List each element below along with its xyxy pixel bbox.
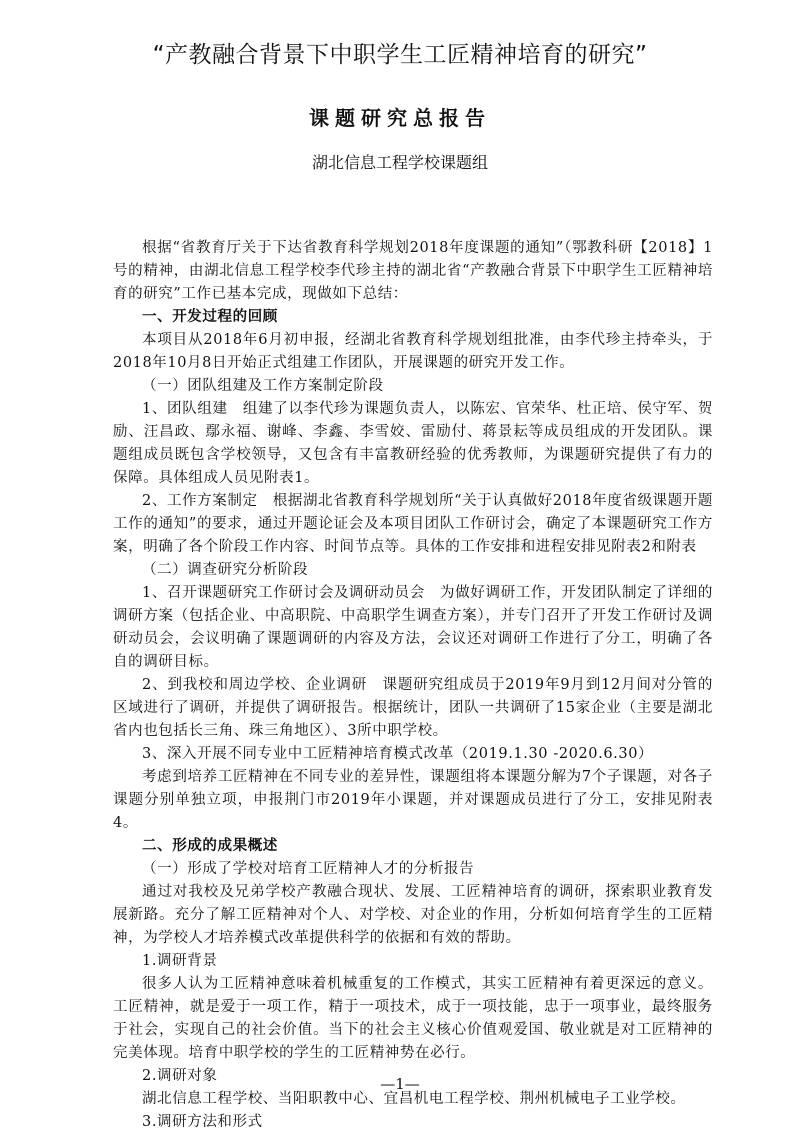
section-heading: 二、形成的成果概述 (142, 838, 278, 854)
body-paragraph: 2、工作方案制定 根据湖北省教育科学规划所“关于认真做好2018年度省级课题开题工作的通知”的要求，通过开题论证会及本项目团队工作研讨会，确定了本课题研究工作方案，明确了各个阶段工作内容、时间节点等。具体的工作安排和进程安排见附表2和附表 (113, 493, 713, 555)
body-paragraph: 本项目从2018年6月初申报，经湖北省教育科学规划组批准，由李代珍主持牵头，于2018年10月8日开始正式组建工作团队，开展课题的研究开发工作。 (113, 332, 713, 371)
body-paragraph: 通过对我校及兄弟学校产教融合现状、发展、工匠精神培育的调研，探索职业教育发展新路。充分了解工匠精神对个人、对学校、对企业的作用，分析如何培育学生的工匠精神，为学校人才培养模式改革提供科学的依据和有效的帮助。 (113, 884, 713, 946)
body-paragraph: （一）团队组建及工作方案制定阶段 (142, 378, 384, 394)
body-paragraph: 3、深入开展不同专业中工匠精神培育模式改革（2019.1.30 -2020.6.30） (142, 746, 654, 762)
body-paragraph: 3.调研方法和形式 (142, 1114, 263, 1130)
body-paragraph: 很多人认为工匠精神意味着机械重复的工作模式，其实工匠精神有着更深远的意义。工匠精神，就是爱于一项工作，精于一项技术，成于一项技能，忠于一项事业，最终服务于社会，实现自己的社会价值。当下的社会主义核心价值观爱国、敬业就是对工匠精神的完美体现。培育中职学校的学生的工匠精神势在必行。 (113, 976, 713, 1061)
organization-name: 湖北信息工程学校课题组 (311, 153, 488, 172)
page-number: —1— (380, 1075, 420, 1093)
body-paragraph: 1.调研背景 (142, 953, 218, 969)
body-paragraph: 2.调研对象 (142, 1068, 218, 1084)
document-body (113, 237, 713, 1134)
body-paragraph: 2、到我校和周边学校、企业调研 课题研究组成员于2019年9月到12月间对分管的区域进行了调研，并提供了调研报告。根据统计，团队一共调研了15家企业（主要是湖北省内也包括长三角、珠三角地区）、3所中职学校。 (113, 677, 713, 739)
body-paragraph: （二）调查研究分析阶段 (142, 562, 309, 578)
body-paragraph: 根据“省教育厅关于下达省教育科学规划2018年度课题的通知”（鄂教科研【2018】1号的精神，由湖北信息工程学校李代珍主持的湖北省“产教融合背景下中职学生工匠精神培育的研究”工作已基本完成，现做如下总结： (113, 240, 713, 302)
body-paragraph: 1、召开课题研究工作研讨会及调研动员会 为做好调研工作，开发团队制定了详细的调研方案（包括企业、中高职院、中高职学生调查方案），并专门召开了开发工作研讨及调研动员会，会议明确了课题调研的内容及方法，会议还对调研工作进行了分工，明确了各自的调研目标。 (113, 585, 713, 670)
document-title: “产教融合背景下中职学生工匠精神培育的研究” (152, 42, 648, 68)
body-paragraph: 1、团队组建 组建了以李代珍为课题负责人，以陈宏、官荣华、杜正培、侯守军、贺励、汪昌政、鄢永福、谢峰、李鑫、李雪姣、雷励付、蒋景耘等成员组成的开发团队。课题组成员既包含学校领导，又包含有丰富教研经验的优秀教师，为课题研究提供了有力的保障。具体组成人员见附表1。 (113, 401, 713, 486)
report-subtitle: 课题研究总报告 (309, 106, 491, 130)
section-heading: 一、开发过程的回顾 (142, 309, 278, 325)
body-paragraph: （一）形成了学校对培育工匠精神人才的分析报告 (142, 861, 475, 877)
body-paragraph: 考虑到培养工匠精神在不同专业的差异性，课题组将本课题分解为7个子课题，对各子课题分别单独立项，申报荆门市2019年小课题，并对课题成员进行了分工，安排见附表4。 (113, 769, 713, 831)
body-paragraph: 湖北信息工程学校、当阳职教中心、宜昌机电工程学校、荆州机械电子工业学校。 (142, 1091, 686, 1107)
